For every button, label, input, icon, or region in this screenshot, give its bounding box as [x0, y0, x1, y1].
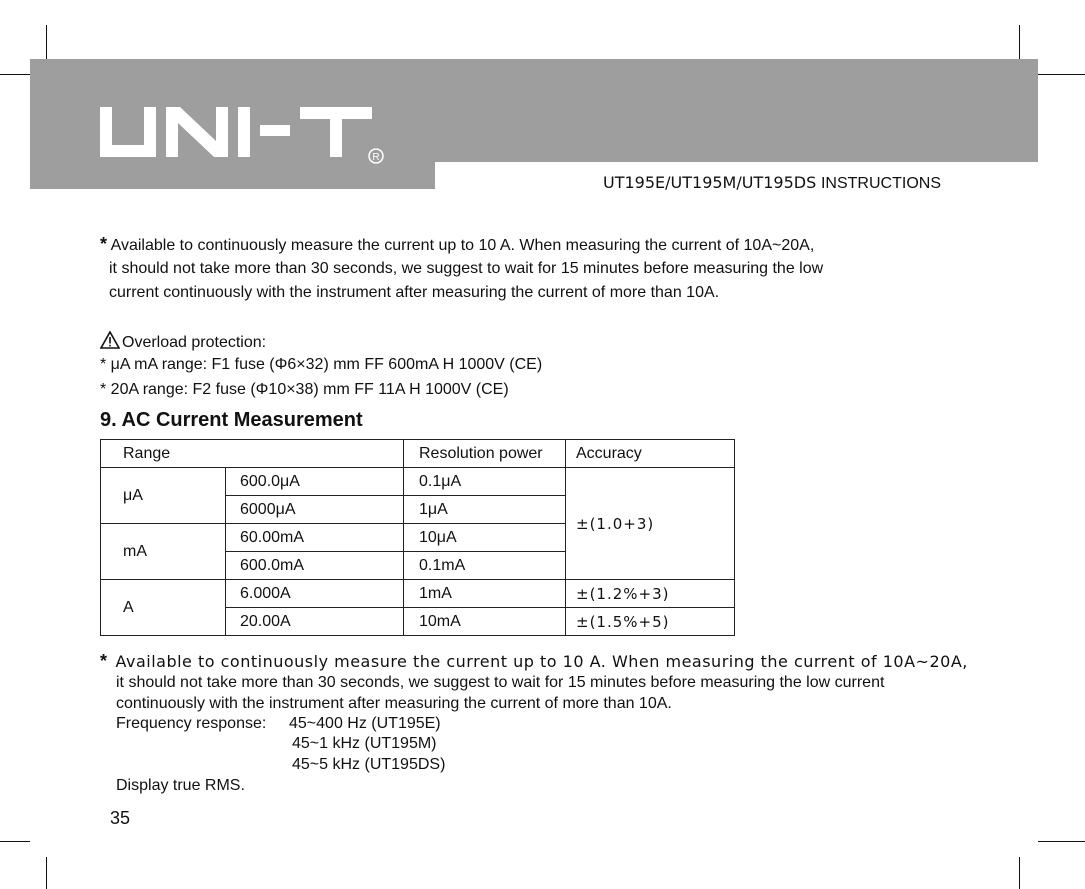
- resolution-cell: 10μA: [404, 524, 566, 552]
- unit-cell: A: [101, 580, 226, 636]
- crop-mark: [1019, 857, 1020, 889]
- note-1-line-3: current continuously with the instrument after measuring the current of more than 10A.: [109, 284, 720, 301]
- ac-current-table: [100, 439, 735, 636]
- crop-mark: [46, 857, 47, 889]
- asterisk: *: [100, 651, 108, 671]
- note-1-line-1: * Available to continuously measure the current up to 10 A. When measuring the current of 10A~20A,: [100, 234, 815, 254]
- crop-mark: [1019, 25, 1020, 61]
- instructions-label: INSTRUCTIONS: [820, 175, 941, 192]
- frequency-ut195e: 45~400 Hz (UT195E): [289, 715, 441, 732]
- note-1: [100, 231, 814, 259]
- range-cell: 60.00mA: [226, 524, 404, 552]
- resolution-cell: 10mA: [404, 608, 566, 636]
- page-number: 35: [110, 808, 131, 828]
- range-cell: 600.0μA: [226, 468, 404, 496]
- svg-text:R: R: [372, 152, 380, 163]
- header-range: Range: [101, 440, 404, 468]
- table-row: [101, 580, 735, 608]
- overload-line-2: * 20A range: F2 fuse (Φ10×38) mm FF 11A H 1000V (CE): [100, 381, 509, 398]
- accuracy-cell: ±(1.5%+5): [566, 608, 735, 636]
- crop-mark: [46, 25, 47, 61]
- overload-line-1: * μA mA range: F1 fuse (Φ6×32) mm FF 600mA H 1000V (CE): [100, 356, 543, 373]
- note-2-line-1: * Available to continuously measure the current up to 10 A. When measuring the current of 10A~20A,: [100, 651, 968, 671]
- asterisk: *: [100, 234, 108, 254]
- resolution-cell: 1μA: [404, 496, 566, 524]
- range-cell: 20.00A: [226, 608, 404, 636]
- resolution-cell: 1mA: [404, 580, 566, 608]
- true-rms-note: Display true RMS.: [116, 777, 245, 794]
- frequency-ut195m: 45~1 kHz (UT195M): [292, 735, 437, 752]
- unit-cell: μA: [101, 468, 226, 524]
- range-cell: 600.0mA: [226, 552, 404, 580]
- note-2-line-3: continuously with the instrument after measuring the current of more than 10A.: [116, 695, 672, 712]
- overload-title: Overload protection:: [100, 331, 266, 352]
- unit-cell: mA: [101, 524, 226, 580]
- header-resolution: Resolution power: [404, 440, 566, 468]
- range-cell: 6000μA: [226, 496, 404, 524]
- crop-mark: [1038, 74, 1085, 75]
- crop-mark: [1038, 841, 1085, 842]
- model-names: UT195E/UT195M/UT195DS: [603, 173, 817, 192]
- document-title: [603, 173, 941, 193]
- header-accuracy: Accuracy: [566, 440, 735, 468]
- accuracy-cell: ±(1.2%+3): [566, 580, 735, 608]
- frequency-label: Frequency response:: [116, 715, 267, 732]
- uni-t-logo: [100, 97, 390, 167]
- crop-mark: [0, 74, 30, 75]
- warning-triangle-icon: [100, 331, 120, 349]
- crop-mark: [0, 841, 30, 842]
- table-header-row: [101, 440, 735, 468]
- range-cell: 6.000A: [226, 580, 404, 608]
- accuracy-cell: ±(1.0+3): [566, 468, 735, 580]
- resolution-cell: 0.1mA: [404, 552, 566, 580]
- note-1-line-2: it should not take more than 30 seconds, we suggest to wait for 15 minutes before measuring the low: [109, 260, 824, 277]
- resolution-cell: 0.1μA: [404, 468, 566, 496]
- section-heading: 9. AC Current Measurement: [100, 409, 363, 431]
- note-2-line-2: it should not take more than 30 seconds, we suggest to wait for 15 minutes before measuring the low current: [116, 674, 885, 691]
- table-row: [101, 468, 735, 496]
- frequency-ut195ds: 45~5 kHz (UT195DS): [292, 756, 446, 773]
